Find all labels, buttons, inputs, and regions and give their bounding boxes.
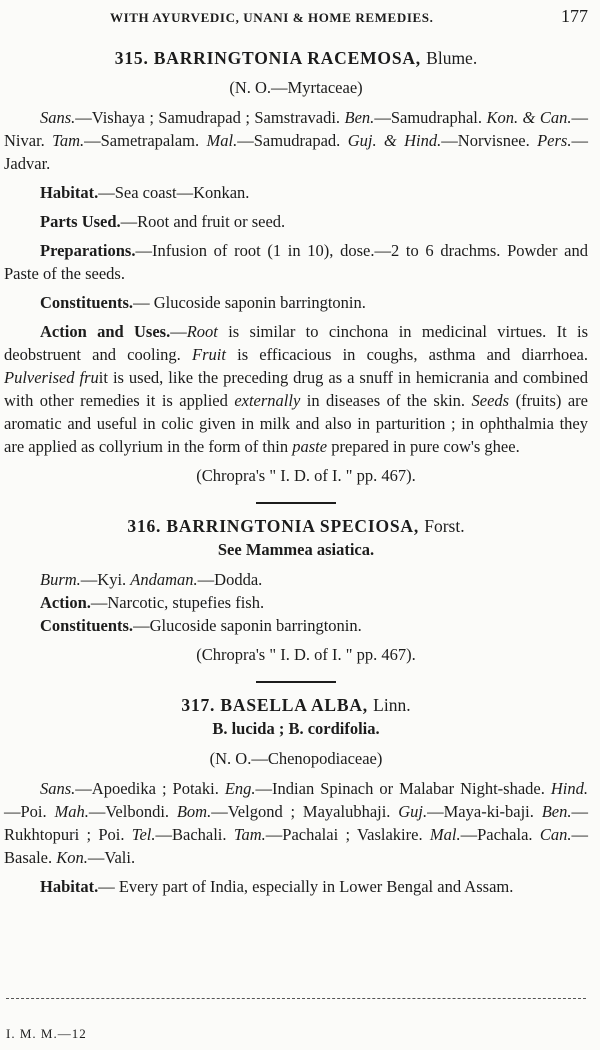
entry-315-parts-used: [4, 210, 588, 233]
text-run: it is used, like the preceding drug as a snuff in hemicrania and combined with other remedies it is applied: [4, 368, 588, 410]
entry-317-order: (N. O.—Chenopodiaceae): [209, 749, 383, 768]
entry-316: [4, 514, 588, 667]
language-abbr: Kon. & Can.: [486, 108, 572, 127]
language-abbr: Ben.: [344, 108, 375, 127]
language-abbr: Bom.: [176, 802, 212, 821]
entry-316-name: 316. BARRINGTONIA SPECIOSA,: [127, 516, 420, 536]
constituents-label: Constituents.: [40, 616, 134, 635]
action-uses-label: Action and Uses.: [40, 322, 171, 341]
parts-used-text: —Root and fruit or seed.: [120, 212, 286, 231]
language-abbr: Sans.: [40, 779, 76, 798]
vernacular-name: —Poi.: [4, 802, 55, 821]
vernacular-name: —Dodda.: [197, 570, 263, 589]
action-uses-text: [4, 322, 588, 456]
text-run: is efficacious in coughs, asthma and diarrhoea.: [225, 345, 589, 364]
entry-316-vernacular-names: [4, 568, 588, 591]
entry-317: [4, 693, 588, 898]
signature-mark: I. M. M.—12: [6, 1026, 87, 1041]
language-abbr: Tel.: [131, 825, 156, 844]
vernacular-name: —Velgond ; Mayalubhaji.: [211, 802, 399, 821]
entry-315-action-uses: [4, 320, 588, 458]
text-run: in diseases of the skin.: [300, 391, 472, 410]
entry-317-title: [4, 693, 588, 717]
entry-316-title: [4, 514, 588, 538]
entry-317-author: Linn.: [373, 695, 411, 715]
text-run: (fruits) are aromatic and useful in colic given in milk and also in parturition ; in ophthalmia they are applied as collyrium in the form of thin: [4, 391, 588, 456]
habitat-label: Habitat.: [40, 877, 99, 896]
emphasis-term: externally: [234, 391, 301, 410]
vernacular-name: —Maya-ki-baji.: [427, 802, 542, 821]
entry-315: [4, 46, 588, 488]
vernacular-name: —Rukhtopuri ; Poi.: [4, 802, 588, 844]
vernacular-name: —Apoedika ; Potaki.: [75, 779, 225, 798]
emphasis-term: Fruit: [192, 345, 226, 364]
text-run: prepared in pure cow's ghee.: [327, 437, 520, 456]
entry-315-name: 315. BARRINGTONIA RACEMOSA,: [114, 48, 421, 68]
vernacular-name: —Sametrapalam.: [84, 131, 207, 150]
vernacular-name: —Kyi.: [80, 570, 131, 589]
language-abbr: Burm.: [40, 570, 81, 589]
language-abbr: Kon.: [56, 848, 88, 867]
language-abbr: Eng.: [224, 779, 256, 798]
language-abbr: Mah.: [54, 802, 89, 821]
vernacular-name: —Pachalai ; Vaslakire.: [265, 825, 430, 844]
vernacular-name: —Basale.: [4, 825, 588, 867]
habitat-text: — Every part of India, especially in Lower Bengal and Assam.: [98, 877, 514, 896]
action-text: —Narcotic, stupefies fish.: [90, 593, 265, 612]
entry-315-reference: (Chropra's " I. D. of I. " pp. 467).: [196, 466, 416, 485]
vernacular-name: —Vali.: [87, 848, 136, 867]
entry-317-name: 317. BASELLA ALBA,: [181, 695, 368, 715]
entry-317-synonyms: B. lucida ; B. cordifolia.: [212, 719, 380, 738]
language-abbr: Mal.: [206, 131, 238, 150]
entry-316-see-also: See Mammea asiatica.: [217, 540, 375, 559]
entry-315-author: Blume.: [426, 48, 478, 68]
entry-316-reference: (Chropra's " I. D. of I. " pp. 467).: [196, 645, 416, 664]
entry-316-action: [4, 591, 588, 614]
language-abbr: Hind.: [550, 779, 588, 798]
parts-used-label: Parts Used.: [40, 212, 121, 231]
language-abbr: Sans.: [40, 108, 76, 127]
constituents-label: Constituents.: [40, 293, 134, 312]
vernacular-name: —Indian Spinach or Malabar Night-shade.: [255, 779, 551, 798]
entry-315-vernacular-names: [4, 106, 588, 175]
vernacular-name: —Bachali.: [155, 825, 234, 844]
vernacular-name: —Samudraphal.: [374, 108, 487, 127]
language-abbr: Pers.: [537, 131, 572, 150]
vernacular-name: —Velbondi.: [88, 802, 177, 821]
language-abbr: Tam.: [52, 131, 85, 150]
page-number: 177: [561, 6, 588, 26]
text-run: —: [170, 322, 187, 341]
language-abbr: Guj. & Hind.: [347, 131, 442, 150]
language-abbr: Tam.: [233, 825, 266, 844]
vernacular-name: —Norvisnee.: [441, 131, 538, 150]
text-run: is similar to cinchona in medicinal virtues. It is deobstruent and cooling.: [4, 322, 588, 364]
page-content: [4, 46, 588, 898]
vernacular-name: —Jadvar.: [4, 131, 588, 173]
page-header: [110, 6, 588, 27]
entry-317-vernacular-names: [4, 777, 588, 869]
entry-316-author: Forst.: [424, 516, 465, 536]
section-divider: [256, 502, 336, 504]
vernacular-name: —Nivar.: [4, 108, 588, 150]
constituents-text: — Glucoside saponin barringtonin.: [133, 293, 366, 312]
entry-315-order: (N. O.—Myrtaceae): [229, 78, 363, 97]
vernacular-name: —Pachala.: [460, 825, 540, 844]
entry-317-habitat: [4, 875, 588, 898]
emphasis-term: Root: [186, 322, 218, 341]
entry-316-constituents: [4, 614, 588, 637]
vernacular-name: —Vishaya ; Samudrapad ; Samstravadi.: [75, 108, 345, 127]
footer-rule: [6, 998, 586, 999]
constituents-text: —Glucoside saponin barringtonin.: [133, 616, 362, 635]
action-label: Action.: [40, 593, 91, 612]
habitat-text: —Sea coast—Konkan.: [98, 183, 250, 202]
vernacular-name: —Samudrapad.: [237, 131, 348, 150]
running-head: WITH AYURVEDIC, UNANI & HOME REMEDIES.: [110, 10, 434, 25]
section-divider: [256, 681, 336, 683]
language-abbr: Can.: [539, 825, 572, 844]
language-abbr: Andaman.: [130, 570, 198, 589]
habitat-label: Habitat.: [40, 183, 99, 202]
language-abbr: Guj.: [398, 802, 428, 821]
entry-315-preparations: [4, 239, 588, 285]
entry-315-habitat: [4, 181, 588, 204]
preparations-label: Preparations.: [40, 241, 136, 260]
emphasis-term: Pulverised fru: [4, 368, 99, 387]
preparations-text: —Infusion of root (1 in 10), dose.—2 to 6 drachms. Powder and Paste of the seeds.: [4, 241, 588, 283]
emphasis-term: paste: [292, 437, 328, 456]
language-abbr: Mal.: [429, 825, 461, 844]
emphasis-term: Seeds: [471, 391, 510, 410]
entry-315-constituents: [4, 291, 588, 314]
language-abbr: Ben.: [541, 802, 572, 821]
entry-315-title: [4, 46, 588, 70]
